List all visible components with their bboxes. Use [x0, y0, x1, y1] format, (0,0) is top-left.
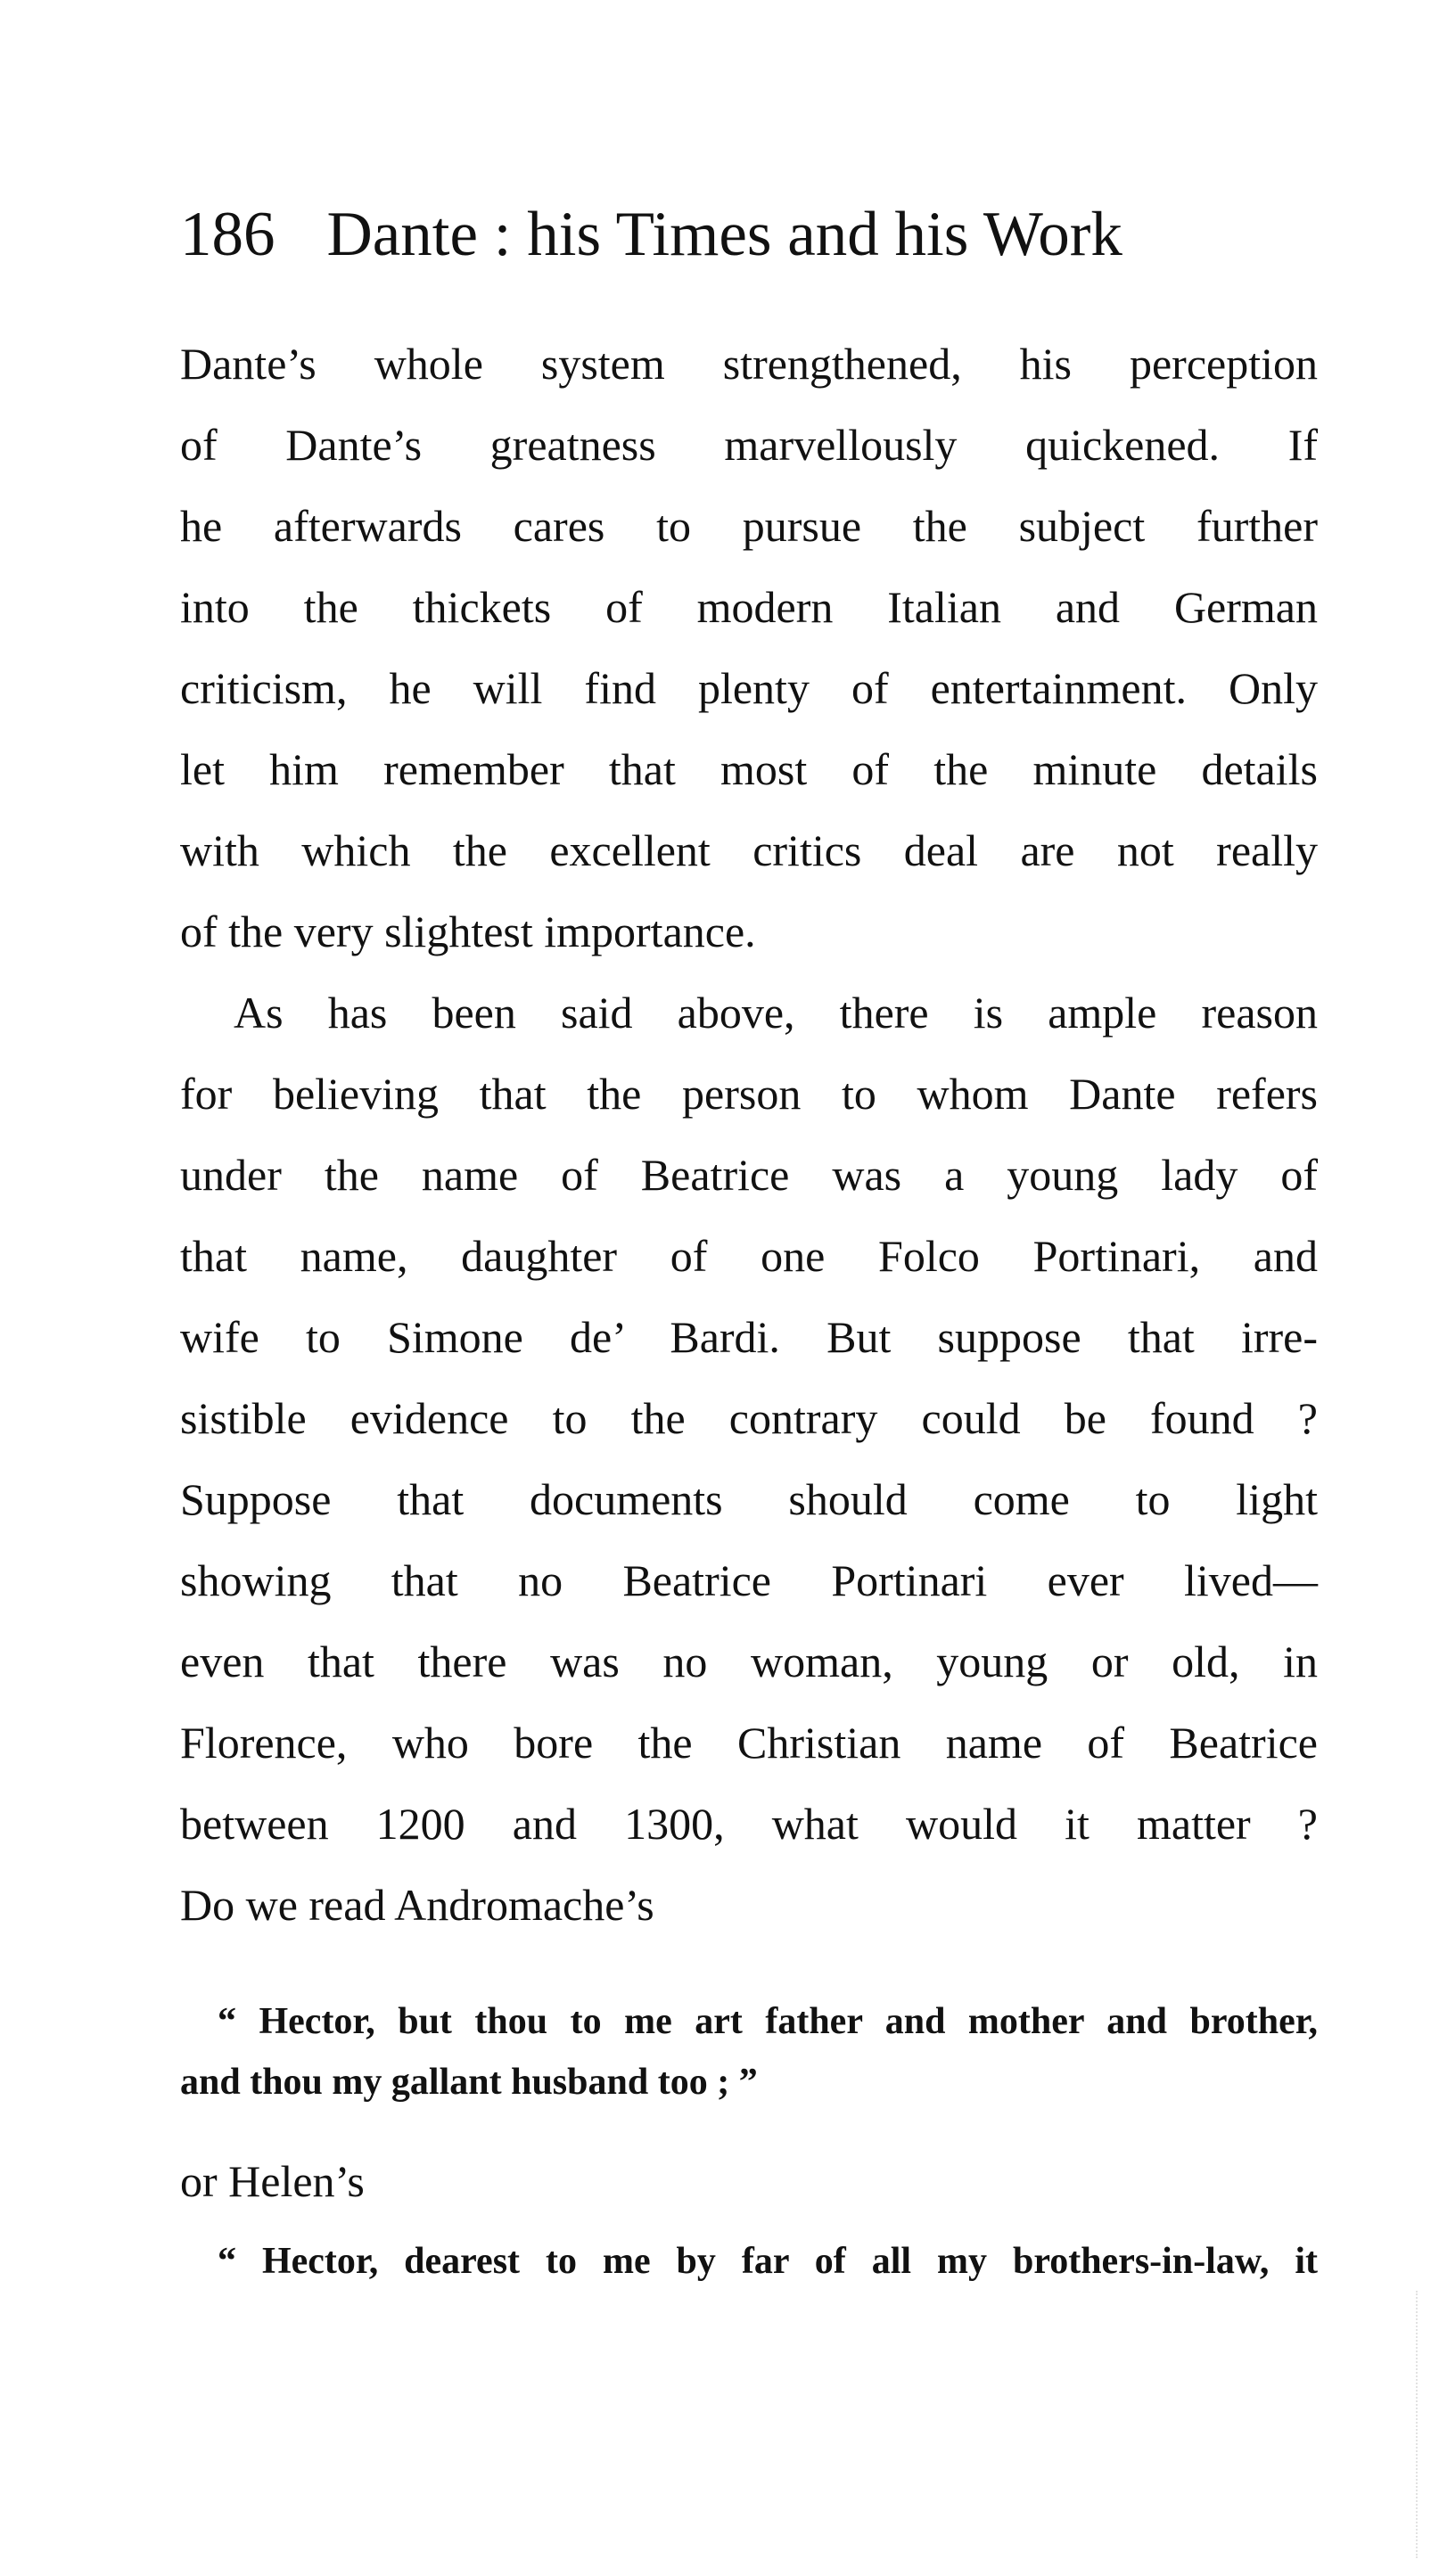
text-line: into the thickets of modern Italian and German	[180, 582, 1318, 632]
page-edge-mark	[1416, 2291, 1427, 2558]
running-title: Dante : his Times and his Work	[326, 200, 1122, 269]
text-line: of Dante’s greatness marvellously quickened. If	[180, 420, 1318, 470]
text-line: let him remember that most of the minute details	[180, 744, 1318, 794]
text-line: under the name of Beatrice was a young lady of	[180, 1150, 1318, 1200]
text-line: of the very slightest importance.	[180, 907, 756, 956]
text-line: As has been said above, there is ample reason	[234, 988, 1318, 1038]
text-line: Suppose that documents should come to light	[180, 1474, 1318, 1524]
quote-line: and thou my gallant husband too ; ”	[180, 2062, 758, 2103]
text-line: showing that no Beatrice Portinari ever lived—	[180, 1555, 1318, 1605]
text-line: that name, daughter of one Folco Portinari, and	[180, 1231, 1318, 1281]
text-line: wife to Simone de’ Bardi. But suppose that irre-	[180, 1312, 1318, 1362]
text-line: even that there was no woman, young or old, in	[180, 1637, 1318, 1686]
quote-line: “ Hector, but thou to me art father and mother and brother,	[218, 2001, 1318, 2042]
text-line: for believing that the person to whom Dante refers	[180, 1069, 1318, 1119]
text-line: or Helen’s	[180, 2156, 365, 2206]
text-line: criticism, he will find plenty of entertainment. Only	[180, 663, 1318, 713]
page-number: 186	[180, 200, 275, 269]
text-line: Florence, who bore the Christian name of Beatrice	[180, 1718, 1318, 1768]
page-header	[180, 200, 1122, 269]
text-line: he afterwards cares to pursue the subject further	[180, 501, 1318, 551]
text-line: with which the excellent critics deal are not really	[180, 825, 1318, 875]
text-line: sistible evidence to the contrary could be found ?	[180, 1393, 1318, 1443]
text-line: between 1200 and 1300, what would it matter ?	[180, 1799, 1318, 1849]
text-line: Dante’s whole system strengthened, his perception	[180, 339, 1318, 389]
text-line: Do we read Andromache’s	[180, 1880, 654, 1930]
quote-line: “ Hector, dearest to me by far of all my brothers-in-law, it	[218, 2241, 1318, 2282]
